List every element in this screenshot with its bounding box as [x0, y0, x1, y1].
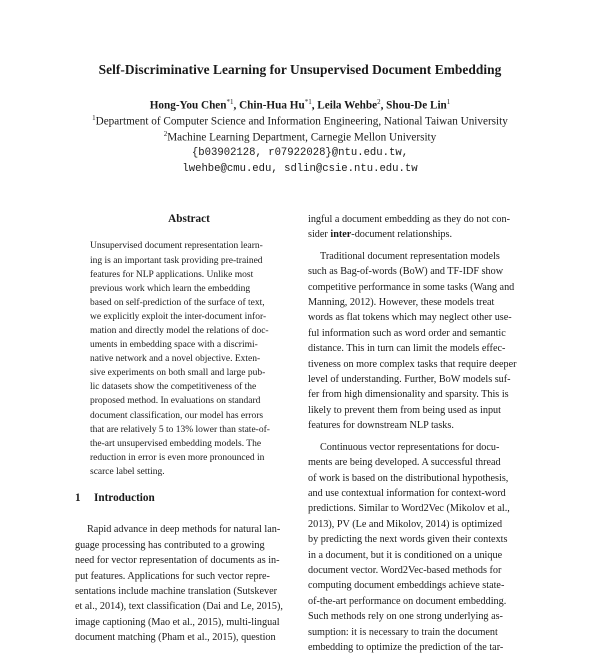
text-line: uments in embedding space with a discrimi- [90, 340, 258, 351]
text-line: by predicting the next words given their contexts [308, 534, 508, 546]
author-name: Leila Wehbe [317, 99, 378, 112]
text-line: Such methods rely on one strong underlying as- [308, 611, 503, 623]
text-line: reduction in error is even more pronounced in [90, 452, 265, 463]
text-line: scarce label setting. [90, 466, 165, 477]
text-line: ingful a document embedding as they do not con- [308, 214, 511, 225]
affiliation-mark: 2 [163, 130, 168, 138]
text-line: such as Bag-of-words (BoW) and TF-IDF show [308, 266, 504, 278]
text-line: Traditional document representation models [320, 250, 500, 262]
text-line: image captioning (Mao et al., 2015), multi-lingual [75, 616, 280, 628]
text-line: computing document embeddings achieve state- [308, 580, 505, 592]
left-column [75, 212, 303, 646]
text-line: native network and a novel objective. Exten- [90, 354, 261, 365]
section-title: Introduction [94, 492, 155, 504]
abstract-body [90, 239, 293, 479]
paragraph [308, 212, 536, 243]
text-line: guage processing has contributed to a growing [75, 539, 265, 551]
text-line: previous work which learn the embedding [90, 283, 251, 294]
text-line: features for downstream NLP tasks. [308, 420, 454, 432]
text-line: lic datasets show the competitiveness of the [90, 382, 257, 393]
text-line: words as flat tokens which may neglect other use- [308, 312, 512, 324]
author-mark: *1 [304, 98, 312, 106]
text-line: need for vector representation of documents as in- [75, 555, 280, 567]
text-line: ful information such as word order and semantic [308, 327, 506, 339]
text-line: based on self-prediction of the surface of text, [90, 297, 265, 308]
author-list: Hong-You Chen$^{*1}$, Chin-Hua Hu$^{*1}$, Leila Wehbe$^2$, Shou-De Lin$^1$ [149, 98, 451, 112]
text-line: likely to prevent them from being used as input [308, 404, 501, 416]
text-line: sive experiments on both small and large pub- [90, 368, 266, 379]
text-line: features for NLP applications. Unlike most [90, 269, 254, 280]
text-line: document classification, our model has errors [90, 410, 264, 421]
text-line: level of understanding. Further, BoW models suf- [308, 374, 511, 386]
author-mark: 2 [377, 98, 381, 106]
affiliation-text: Department of Computer Science and Information Engineering, National Taiwan University [95, 115, 508, 128]
text-line: in a document, but it is conditioned on a unique [308, 549, 503, 561]
affiliation-mark: 1 [92, 114, 96, 122]
text-run: -document relationships. [351, 229, 453, 241]
text-line: document vector. Word2Vec-based methods for [308, 564, 502, 576]
author-mark: 1 [446, 98, 451, 106]
text-line: tiveness on more complex tasks that require deeper [308, 358, 517, 370]
text-line: and use contextual information for context-word [308, 487, 506, 499]
affiliation [0, 130, 600, 144]
text-line: ments are being developed. A successful thread [308, 457, 501, 469]
text-line: of-the-art performance on document embedding. [308, 595, 507, 607]
author-name: Chin-Hua Hu [239, 99, 305, 112]
text-run: sider [308, 229, 331, 241]
text-line: 2013), PV (Le and Mikolov, 2014) is optimized [308, 518, 503, 530]
text-line: Continuous vector representations for docu- [320, 441, 500, 453]
bold-term: inter [330, 229, 352, 241]
paragraph [308, 440, 536, 655]
text-line: competitive performance in some tasks (Wang and [308, 281, 515, 293]
affiliation-text: Machine Learning Department, Carnegie Mellon University [167, 131, 437, 144]
text-line: document matching (Pham et al., 2015), question [75, 632, 276, 644]
text-line: Manning, 2012). However, these models treat [308, 297, 495, 309]
text-line: proposed method. In evaluations on standard [90, 396, 261, 407]
text-line: of work is based on the distributional hypothesis, [308, 472, 509, 484]
author-mark: *1 [226, 98, 234, 106]
text-line: put features. Applications for such vector repre- [75, 570, 270, 582]
abstract-heading: Abstract [168, 213, 210, 225]
text-line [308, 227, 536, 242]
section-heading [75, 491, 303, 506]
text-line: we explicitly exploit the inter-document infor- [90, 311, 267, 322]
text-line: mation and directly model the relations of doc- [90, 325, 269, 336]
text-line: the-art unsupervised embedding models. The [90, 438, 262, 449]
text-line: predictions. Similar to Word2Vec (Mikolov et al., [308, 503, 510, 515]
text-line: Rapid advance in deep methods for natural lan- [87, 524, 281, 536]
author-name: Shou-De Lin [386, 99, 447, 112]
introduction-body [75, 522, 303, 645]
right-column [308, 212, 536, 655]
text-line: sumption: it is necessary to train the document [308, 626, 498, 638]
text-line: et al., 2014), text classification (Dai and Le, 2015), [75, 601, 283, 613]
email-line: lwehbe@cmu.edu, sdlin@csie.ntu.edu.tw [182, 163, 418, 175]
text-line: embedding to optimize the prediction of the tar- [308, 641, 504, 653]
section-number: 1 [75, 492, 81, 504]
text-line: ing is an important task providing pre-trained [90, 255, 263, 266]
email-line: {b03902128, r07922028}@ntu.edu.tw, [191, 147, 409, 159]
paper-title: Self-Discriminative Learning for Unsupervised Document Embedding [98, 62, 502, 77]
text-line: sentations include machine translation (Sutskever [75, 586, 277, 598]
paragraph [308, 249, 536, 434]
text-line: fer from high dimensionality and sparsity. This is [308, 389, 509, 401]
author-emails [0, 145, 600, 177]
affiliation [0, 114, 600, 128]
text-line: Unsupervised document representation learn- [90, 241, 263, 252]
author-name: Hong-You Chen [149, 99, 227, 112]
text-line: distance. This in turn can limit the models effec- [308, 343, 506, 355]
text-line: that are relatively 5 to 13% lower than state-of- [90, 424, 270, 435]
